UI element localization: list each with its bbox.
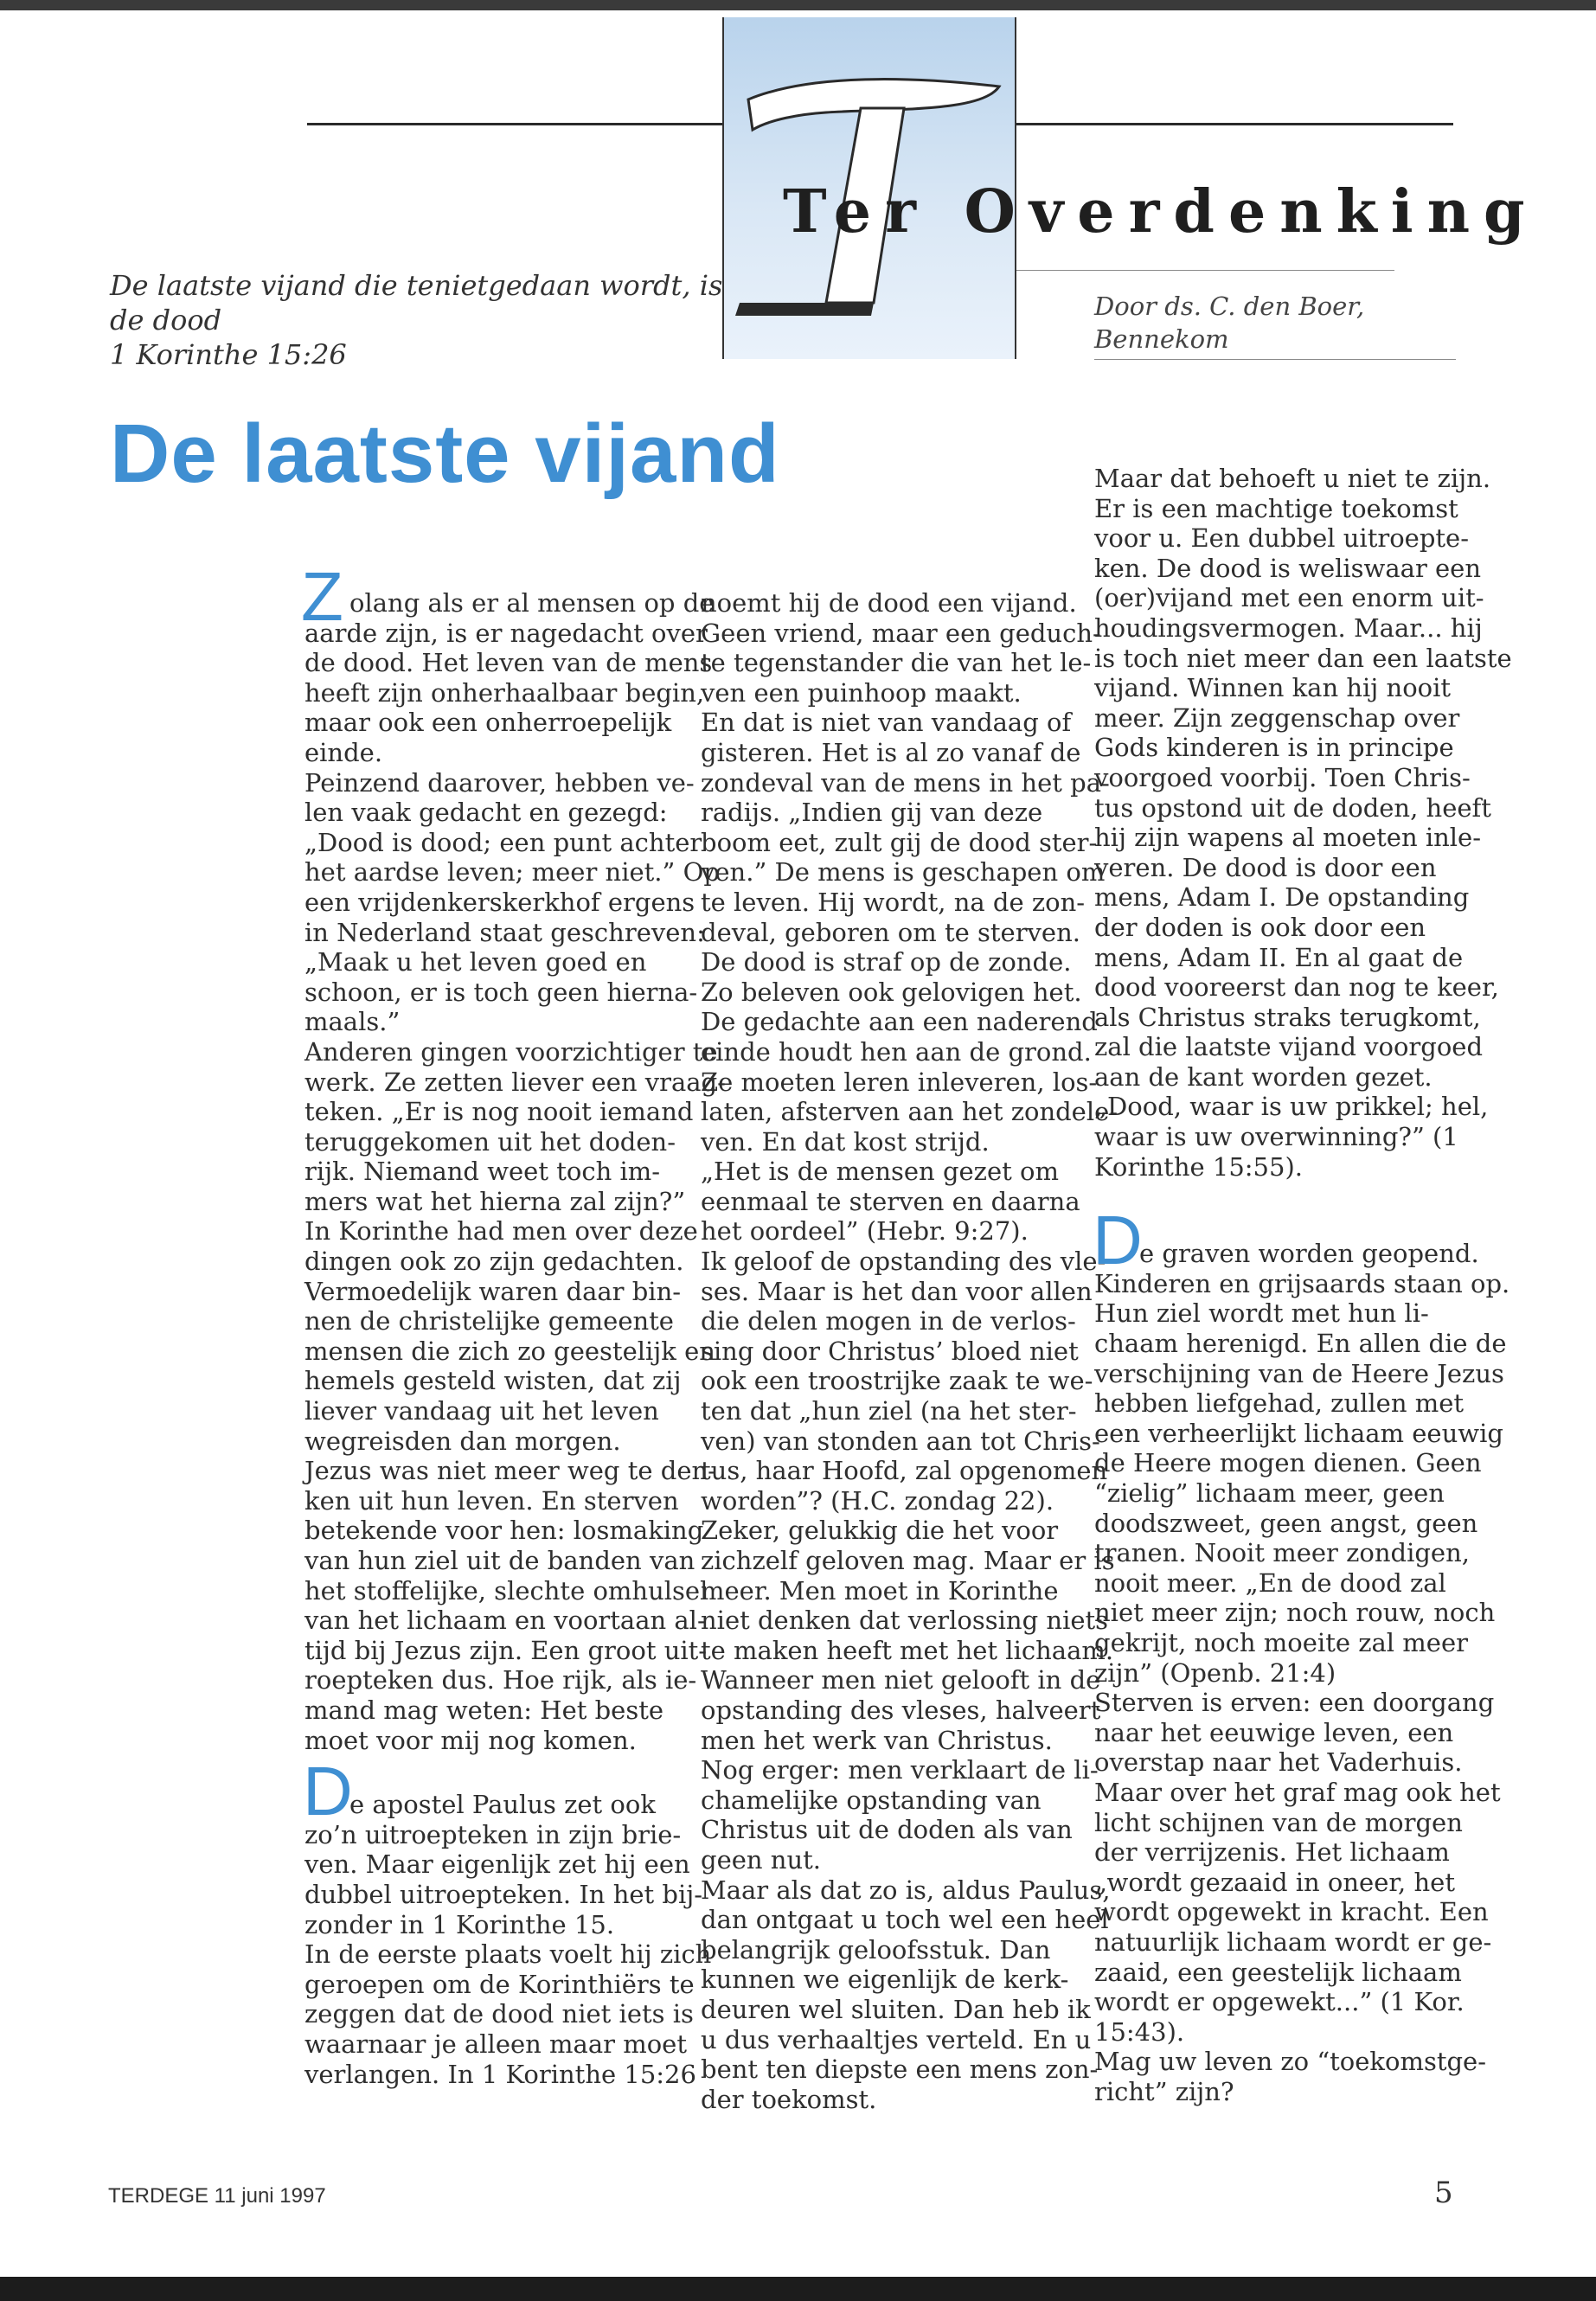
drop-cap: D (303, 1753, 353, 1830)
top-border (0, 0, 1596, 10)
paragraph-line: Peinzend daarover, hebben ve- (304, 767, 695, 798)
byline-location: Bennekom (1094, 324, 1229, 354)
paragraph-line: laten, afsterven aan het zondele- (701, 1097, 1118, 1127)
paragraph-line: olang als er al mensen op de (349, 588, 715, 618)
paragraph-line: deval, geboren om te sterven. (701, 917, 1080, 947)
paragraph-line: noemt hij de dood een vijand. (701, 588, 1077, 618)
paragraph-line: In de eerste plaats voelt hij zich (304, 1939, 712, 1970)
paragraph-line: voor u. Een dubbel uitroepte- (1094, 523, 1470, 554)
paragraph-line: gisteren. Het is al zo vanaf de (701, 737, 1081, 767)
paragraph-line: dingen ook zo zijn gedachten. (304, 1247, 684, 1277)
paragraph-line: van het lichaam en voortaan al- (304, 1606, 706, 1636)
paragraph-line: tus opstond uit de doden, heeft (1094, 792, 1491, 823)
paragraph-line: hemels gesteld wisten, dat zij (304, 1366, 682, 1396)
paragraph-line: waar is uw overwinning?” (1 (1094, 1122, 1458, 1152)
paragraph-line: de dood. Het leven van de mens (304, 648, 713, 678)
paragraph-line: een verheerlijkt lichaam eeuwig (1094, 1418, 1503, 1448)
paragraph-line: „Maak u het leven goed en (304, 947, 647, 977)
page-number: 5 (1434, 2176, 1453, 2210)
paragraph-line: Maar als dat zo is, aldus Paulus, (701, 1875, 1111, 1905)
paragraph-line: En dat is niet van vandaag of (701, 708, 1072, 738)
paragraph-line: Zeker, gelukkig die het voor (701, 1516, 1059, 1546)
paragraph-line: dubbel uitroepteken. In het bij- (304, 1879, 703, 1909)
paragraph-line: einde houdt hen aan de grond. (701, 1036, 1092, 1067)
paragraph-line: opstanding des vleses, halveert (701, 1695, 1101, 1725)
article-column-1 (301, 558, 726, 2089)
paragraph-line: Sterven is erven: een doorgang (1094, 1688, 1495, 1718)
paragraph-line: overstap naar het Vaderhuis. (1094, 1747, 1463, 1778)
paragraph-line: tranen. Nooit meer zondigen, (1094, 1538, 1470, 1568)
paragraph-line: Vermoedelijk waren daar bin- (304, 1276, 682, 1306)
paragraph-line: zondeval van de mens in het pa- (701, 767, 1110, 798)
paragraph-line: Kinderen en grijsaards staan op. (1094, 1268, 1510, 1298)
section-title: Ter Overdenking (783, 177, 1539, 247)
paragraph-line: boom eet, zult gij de dood ster- (701, 827, 1098, 857)
paragraph-line: tijd bij Jezus zijn. Een groot uit- (304, 1635, 708, 1665)
paragraph-line: einde. (304, 737, 383, 767)
paragraph-line: Zo beleven ook gelovigen het. (701, 977, 1082, 1007)
paragraph-line: verlangen. In 1 Korinthe 15:26 (304, 2059, 696, 2089)
paragraph-line: verschijning van de Heere Jezus (1094, 1358, 1504, 1388)
paragraph-line: niet denken dat verlossing niets (701, 1606, 1109, 1636)
paragraph-line: ses. Maar is het dan voor allen (701, 1276, 1093, 1306)
article-column-2 (701, 588, 1118, 2114)
paragraph-line: rijk. Niemand weet toch im- (304, 1157, 661, 1187)
paragraph-line: eenmaal te sterven en daarna (701, 1186, 1080, 1216)
paragraph-line: Korinthe 15:55). (1094, 1151, 1303, 1182)
paragraph-line: houdingsvermogen. Maar... hij (1094, 612, 1483, 643)
paragraph-line: zal die laatste vijand voorgoed (1094, 1032, 1484, 1062)
paragraph-line: geen nut. (701, 1844, 822, 1875)
paragraph-line: die delen mogen in de verlos- (701, 1306, 1076, 1336)
paragraph-line: te tegenstander die van het le- (701, 648, 1092, 678)
paragraph-line: „Het is de mensen gezet om (701, 1157, 1059, 1187)
paragraph-line: zaaid, een geestelijk lichaam (1094, 1957, 1462, 1987)
paragraph-line: Maar dat behoeft u niet te zijn. (1094, 464, 1491, 493)
paragraph-line: dan ontgaat u toch wel een heel (701, 1905, 1109, 1935)
paragraph-line: niet meer zijn; noch rouw, noch (1094, 1598, 1496, 1628)
paragraph-line: sing door Christus’ bloed niet (701, 1336, 1079, 1366)
paragraph-line: natuurlijk lichaam wordt er ge- (1094, 1926, 1492, 1957)
paragraph-line: te leven. Hij wordt, na de zon- (701, 887, 1086, 917)
paragraph-line: veren. De dood is door een (1094, 852, 1437, 882)
epigraph-verse (110, 268, 723, 372)
paragraph-line: als Christus straks terugkomt, (1094, 1002, 1481, 1032)
paragraph-line: kunnen we eigenlijk de kerk- (701, 1965, 1069, 1995)
paragraph-line: meer. Zijn zeggenschap over (1094, 702, 1460, 733)
paragraph-line: doodszweet, geen angst, geen (1094, 1508, 1478, 1538)
paragraph-line: ven) van stonden aan tot Chris- (701, 1426, 1100, 1456)
paragraph-line: „Dood, waar is uw prikkel; hel, (1094, 1092, 1489, 1122)
paragraph-line: chamelijke opstanding van (701, 1785, 1042, 1815)
paragraph-line: waarnaar je alleen maar moet (304, 2029, 687, 2059)
paragraph-line: ten dat „hun ziel (na het ster- (701, 1396, 1077, 1426)
paragraph-line: schoon, er is toch geen hierna- (304, 977, 698, 1007)
paragraph-line: Jezus was niet meer weg te den- (304, 1456, 716, 1486)
paragraph-line: betekende voor hen: losmaking (304, 1516, 704, 1546)
paragraph-line: teruggekomen uit het doden- (304, 1126, 676, 1157)
paragraph-line: Nog erger: men verklaart de li- (701, 1755, 1099, 1785)
paragraph-line: der verrijzenis. Het lichaam (1094, 1837, 1450, 1868)
paragraph-line: het stoffelijke, slechte omhulsel (304, 1575, 708, 1606)
paragraph-line: richt” zijn? (1094, 2076, 1234, 2106)
paragraph-line: mensen die zich zo geestelijk en (304, 1336, 715, 1366)
paragraph-line: meer. Men moet in Korinthe (701, 1575, 1059, 1606)
paragraph-line: ven.” De mens is geschapen om (701, 857, 1106, 888)
paragraph-line: “zielig” lichaam meer, geen (1094, 1478, 1445, 1508)
paragraph-line: te maken heeft met het lichaam. (701, 1635, 1114, 1665)
paragraph-line: 15:43). (1094, 2016, 1185, 2047)
paragraph-line: nen de christelijke gemeente (304, 1306, 674, 1336)
paragraph-line: u dus verhaaltjes verteld. En u (701, 2024, 1092, 2054)
paragraph-line: werk. Ze zetten liever een vraag- (304, 1067, 726, 1097)
paragraph-line: de Heere mogen dienen. Geen (1094, 1448, 1482, 1478)
paragraph-line: ken uit hun leven. En sterven (304, 1485, 679, 1516)
paragraph-line: ven. Maar eigenlijk zet hij een (304, 1849, 690, 1880)
paragraph-line: maar ook een onherroepelijk (304, 708, 672, 738)
paragraph-line: het aardse leven; meer niet.” Op (304, 857, 720, 888)
paragraph-line: De gedachte aan een naderend (701, 1007, 1098, 1037)
paragraph-line: belangrijk geloofsstuk. Dan (701, 1934, 1051, 1965)
paragraph-line: dood vooreerst dan nog te keer, (1094, 972, 1499, 1003)
paragraph-line: gekrijt, noch moeite zal meer (1094, 1627, 1468, 1657)
paragraph-line: ook een troostrijke zaak te we- (701, 1366, 1093, 1396)
paragraph-line: deuren wel sluiten. Dan heb ik (701, 1994, 1091, 2024)
paragraph-line: ken. De dood is weliswaar een (1094, 553, 1482, 583)
drop-cap: D (1093, 1202, 1143, 1279)
paragraph-line: (oer)vijand met een enorm uit- (1094, 583, 1484, 613)
paragraph-line: nooit meer. „En de dood zal (1094, 1567, 1446, 1598)
paragraph-line: Geen vriend, maar een geduch- (701, 618, 1101, 648)
paragraph-line: Christus uit de doden als van (701, 1815, 1073, 1845)
paragraph-line: een vrijdenkerskerkhof ergens (304, 887, 695, 917)
paragraph-line: voorgoed voorbij. Toen Chris- (1094, 762, 1471, 792)
paragraph-line: Ze moeten leren inleveren, los- (701, 1067, 1098, 1097)
paragraph-line: In Korinthe had men over deze (304, 1216, 698, 1247)
paragraph-line: Mag uw leven zo “toekomstge- (1094, 2047, 1487, 2077)
paragraph-line: bent ten diepste een mens zon- (701, 2054, 1099, 2085)
footer-publication: TERDEGE 11 juni 1997 (108, 2184, 326, 2208)
article-column-3 (1093, 464, 1512, 2106)
verse-line: de dood (110, 304, 222, 336)
paragraph-line: e apostel Paulus zet ook (349, 1790, 656, 1820)
paragraph-line: mand mag weten: Het beste (304, 1695, 664, 1725)
paragraph-line: zonder in 1 Korinthe 15. (304, 1909, 615, 1939)
header-rule-right (1016, 123, 1453, 125)
paragraph-line: maals.” (304, 1007, 401, 1037)
paragraph-line: aarde zijn, is er nagedacht over (304, 618, 708, 648)
paragraph-line: zichzelf geloven mag. Maar er is (701, 1546, 1115, 1575)
paragraph-line: chaam herenigd. En allen die de (1094, 1329, 1507, 1359)
paragraph-line: hij zijn wapens al moeten inle- (1094, 823, 1482, 853)
header-rule-left (307, 123, 722, 125)
paragraph-line: mens, Adam II. En al gaat de (1094, 942, 1464, 972)
paragraph-line: het oordeel” (Hebr. 9:27). (701, 1216, 1029, 1247)
paragraph-line: len vaak gedacht en gezegd: (304, 798, 668, 828)
bottom-border (0, 2277, 1596, 2301)
article-headline: De laatste vijand (110, 407, 780, 500)
paragraph-line: der doden is ook door een (1094, 912, 1426, 942)
paragraph-line: teken. „Er is nog nooit iemand (304, 1097, 694, 1127)
paragraph-line: mens, Adam I. De opstanding (1094, 882, 1470, 913)
paragraph-line: geroepen om de Korinthiërs te (304, 1969, 695, 1999)
paragraph-line: Wanneer men niet gelooft in de (701, 1665, 1101, 1695)
paragraph-line: aan de kant worden gezet. (1094, 1061, 1433, 1092)
paragraph-line: wordt er opgewekt...” (1 Kor. (1094, 1987, 1465, 2017)
author-byline (1094, 290, 1364, 356)
paragraph-line: der toekomst. (701, 2084, 877, 2114)
paragraph-line: mers wat het hierna zal zijn?” (304, 1186, 686, 1216)
paragraph-line: hebben liefgehad, zullen met (1094, 1388, 1465, 1419)
paragraph-line: Er is een machtige toekomst (1094, 493, 1458, 523)
paragraph-line: in Nederland staat geschreven: (304, 917, 705, 947)
paragraph-line: „wordt gezaaid in oneer, het (1094, 1867, 1455, 1897)
paragraph-line: radijs. „Indien gij van deze (701, 798, 1043, 828)
paragraph-line: De dood is straf op de zonde. (701, 947, 1072, 977)
paragraph-line: licht schijnen van de morgen (1094, 1807, 1463, 1837)
paragraph-line: naar het eeuwige leven, een (1094, 1717, 1454, 1747)
paragraph-line: e graven worden geopend. (1139, 1239, 1479, 1269)
paragraph-line: zijn” (Openb. 21:4) (1094, 1657, 1336, 1688)
paragraph-line: moet voor mij nog komen. (304, 1725, 637, 1755)
paragraph-line: wordt opgewekt in kracht. Een (1094, 1897, 1489, 1927)
verse-line: De laatste vijand die tenietgedaan wordt, is (110, 269, 723, 302)
paragraph-line: vijand. Winnen kan hij nooit (1094, 673, 1452, 703)
paragraph-line: Ik geloof de opstanding des vle- (701, 1247, 1106, 1277)
verse-reference: 1 Korinthe 15:26 (110, 338, 347, 371)
paragraph-line: Gods kinderen is in principe (1094, 733, 1454, 763)
paragraph-line: wegreisden dan morgen. (304, 1426, 621, 1456)
paragraph-line: liever vandaag uit het leven (304, 1396, 659, 1426)
paragraph-line: is toch niet meer dan een laatste (1094, 643, 1512, 673)
paragraph-line: zeggen dat de dood niet iets is (304, 1999, 694, 2029)
paragraph-line: tus, haar Hoofd, zal opgenomen (701, 1456, 1108, 1486)
paragraph-line: heeft zijn onherhaalbaar begin, (304, 677, 705, 708)
paragraph-line: roepteken dus. Hoe rijk, als ie- (304, 1665, 697, 1695)
paragraph-line: „Dood is dood; een punt achter (304, 827, 702, 857)
paragraph-line: worden”? (H.C. zondag 22). (701, 1485, 1054, 1516)
paragraph-line: Hun ziel wordt met hun li- (1094, 1298, 1429, 1329)
byline-author: Door ds. C. den Boer, (1094, 292, 1365, 321)
paragraph-line: Anderen gingen voorzichtiger te (304, 1036, 718, 1067)
paragraph-line: zo’n uitroepteken in zijn brie- (304, 1819, 682, 1849)
paragraph-line: men het werk van Christus. (701, 1725, 1053, 1755)
byline-rule (1094, 359, 1456, 360)
paragraph-line: ven een puinhoop maakt. (701, 677, 1022, 708)
paragraph-line: van hun ziel uit de banden van (304, 1546, 695, 1575)
paragraph-line: ven. En dat kost strijd. (701, 1126, 990, 1157)
paragraph-line: Maar over het graf mag ook het (1094, 1777, 1501, 1807)
drop-cap: Z (301, 558, 343, 635)
